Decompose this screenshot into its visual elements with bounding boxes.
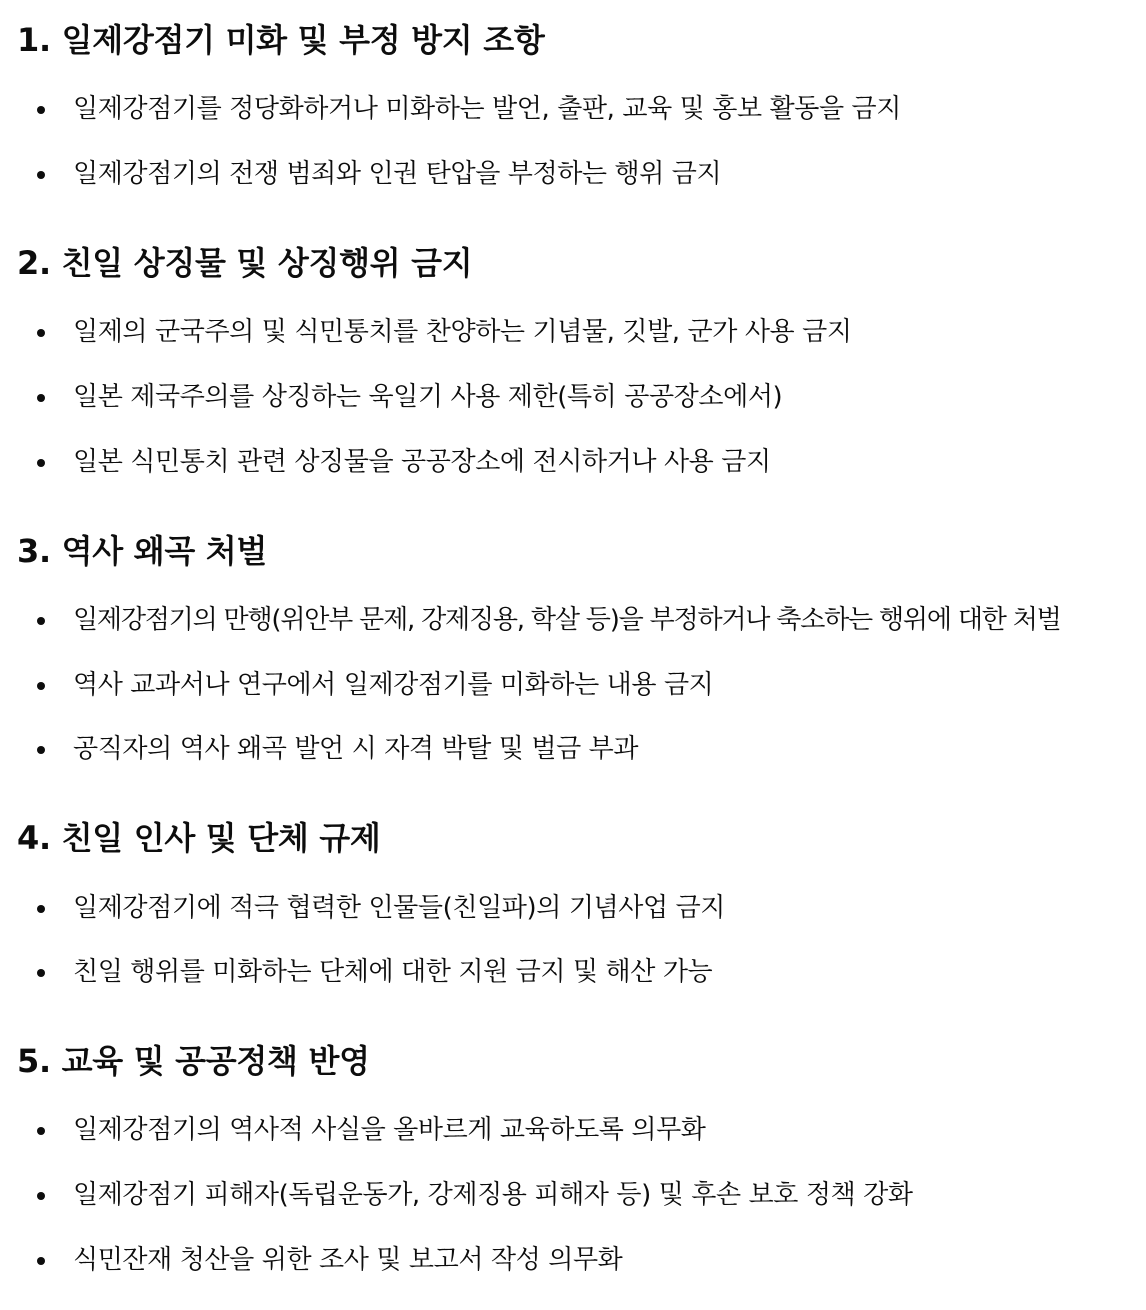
bullet-dot-icon — [37, 394, 45, 402]
bullet-dot-icon — [37, 171, 45, 179]
list-item — [0, 600, 1146, 640]
list-item-text: 일제강점기를 정당화하거나 미화하는 발언, 출판, 교육 및 홍보 활동을 금지 — [73, 94, 901, 124]
list-item-text: 일제강점기의 만행(위안부 문제, 강제징용, 학살 등)을 부정하거나 축소하는 행위에 대한 처벌 — [73, 605, 1061, 635]
list-item-text: 일제강점기에 적극 협력한 인물들(친일파)의 기념사업 금지 — [73, 893, 725, 923]
list-item — [0, 952, 1146, 992]
list-item-text: 일제의 군국주의 및 식민통치를 찬양하는 기념물, 깃발, 군가 사용 금지 — [73, 317, 852, 347]
list-item-text: 식민잔재 청산을 위한 조사 및 보고서 작성 의무화 — [73, 1245, 623, 1275]
bullet-dot-icon — [37, 682, 45, 690]
bullet-dot-icon — [37, 969, 45, 977]
list-item-text: 일제강점기의 전쟁 범죄와 인권 탄압을 부정하는 행위 금지 — [73, 159, 722, 189]
list-item — [0, 89, 1146, 129]
section-heading: 3. 역사 왜곡 처벌 — [17, 532, 268, 570]
section-heading: 5. 교육 및 공공정책 반영 — [17, 1042, 370, 1080]
list-item — [0, 442, 1146, 482]
section-heading: 1. 일제강점기 미화 및 부정 방지 조항 — [17, 21, 545, 59]
bullet-dot-icon — [37, 1192, 45, 1200]
bullet-dot-icon — [37, 1257, 45, 1265]
bullet-dot-icon — [37, 746, 45, 754]
list-item-text: 일본 식민통치 관련 상징물을 공공장소에 전시하거나 사용 금지 — [73, 447, 771, 477]
bullet-dot-icon — [37, 329, 45, 337]
list-item — [0, 312, 1146, 352]
section-heading: 2. 친일 상징물 및 상징행위 금지 — [17, 244, 473, 282]
bullet-dot-icon — [37, 1127, 45, 1135]
list-item — [0, 888, 1146, 928]
list-item-text: 공직자의 역사 왜곡 발언 시 자격 박탈 및 벌금 부과 — [73, 734, 639, 764]
list-item-text: 역사 교과서나 연구에서 일제강점기를 미화하는 내용 금지 — [73, 670, 714, 700]
list-item — [0, 154, 1146, 194]
bullet-dot-icon — [37, 459, 45, 467]
bullet-dot-icon — [37, 106, 45, 114]
list-item — [0, 1110, 1146, 1150]
bullet-dot-icon — [37, 905, 45, 913]
bullet-dot-icon — [37, 617, 45, 625]
list-item-text: 일본 제국주의를 상징하는 욱일기 사용 제한(특히 공공장소에서) — [73, 382, 783, 412]
list-item — [0, 665, 1146, 705]
section-heading: 4. 친일 인사 및 단체 규제 — [17, 819, 381, 857]
list-item — [0, 377, 1146, 417]
list-item — [0, 1240, 1146, 1280]
list-item — [0, 729, 1146, 769]
list-item-text: 일제강점기의 역사적 사실을 올바르게 교육하도록 의무화 — [73, 1115, 706, 1145]
list-item-text: 친일 행위를 미화하는 단체에 대한 지원 금지 및 해산 가능 — [73, 957, 713, 987]
list-item — [0, 1175, 1146, 1215]
list-item-text: 일제강점기 피해자(독립운동가, 강제징용 피해자 등) 및 후손 보호 정책 강화 — [73, 1180, 913, 1210]
